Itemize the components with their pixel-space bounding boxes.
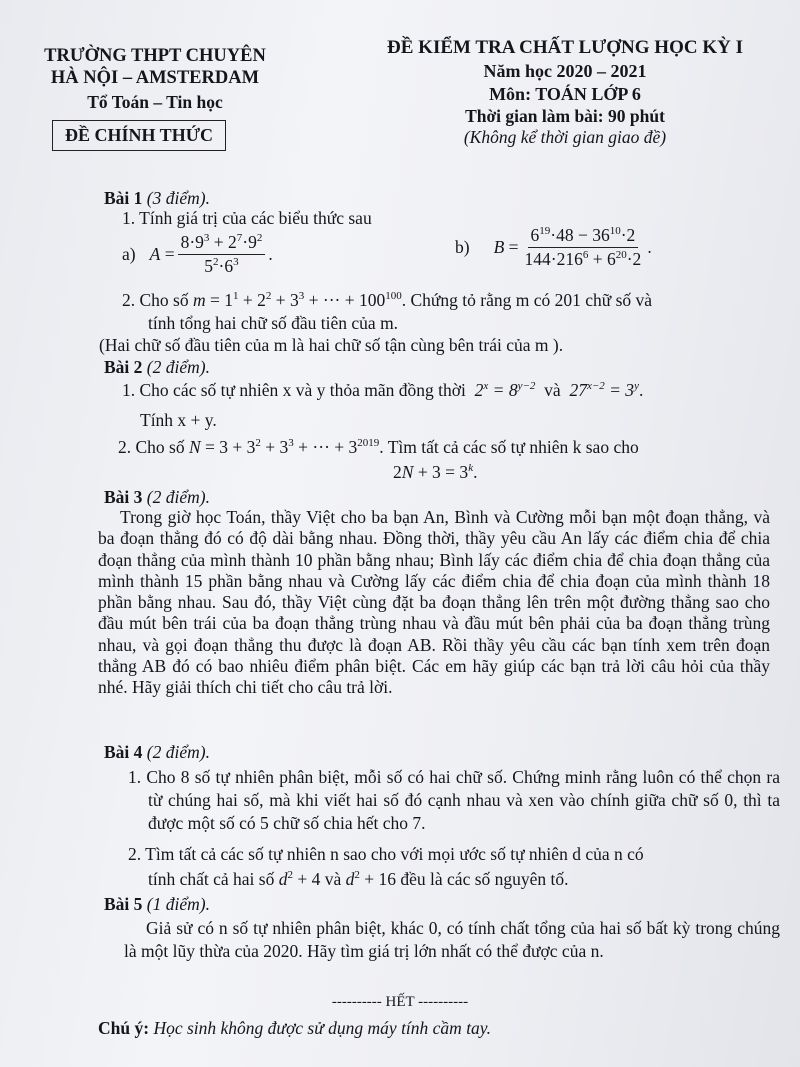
- school-name-line2: HÀ NỘI – AMSTERDAM: [50, 68, 260, 88]
- bai2-q2: 2. Cho số $N = 3 + 3^2 + 3^3$ + ··· + $3^{2019}$. Tìm tất cả các số tự nhiên k sao cho: [118, 437, 639, 457]
- footer-note: Chú ý: Học sinh không được sử dụng máy tính cầm tay.: [98, 1018, 491, 1038]
- bai2-q1-ask: Tính x + y.: [140, 410, 217, 430]
- bai2-heading: Bài 2 (2 điểm).: [104, 357, 210, 377]
- bai1-expr-a: a) A = $\frac{8\cdot 9^3 + 2^7\cdot 9^2}{5^2\cdot 6^3}$ .: [122, 232, 273, 276]
- bai2-q1: 1. Cho các số tự nhiên x và y thỏa mãn đồng thời $2^x = 8^{y-2}$ và $27^{x-2} = 3^y$.: [122, 380, 644, 400]
- bai4-heading: Bài 4 (2 điểm).: [104, 742, 210, 762]
- exam-title: ĐỀ KIỂM TRA CHẤT LƯỢNG HỌC KỲ I: [387, 37, 743, 58]
- bai2-q2-equation: $2N + 3 = 3^k$.: [393, 462, 478, 482]
- bai1-q2: 2. Cho số $m = 1^1 + 2^2 + 3^3$ + ··· + $100^{100}$. Chứng tỏ rằng m có 201 chữ số và: [122, 290, 653, 310]
- school-name-line1: TRƯỜNG THPT CHUYÊN: [44, 46, 266, 66]
- bai4-q2-line1: 2. Tìm tất cả các số tự nhiên n sao cho với mọi ước số tự nhiên d của n có: [128, 844, 644, 864]
- bai1-a-label: a): [122, 244, 136, 264]
- exam-duration: Thời gian làm bài: 90 phút: [465, 106, 665, 126]
- bai1-points: (3 điểm).: [146, 188, 210, 208]
- bai1-q2-line2: tính tổng hai chữ số đầu tiên của m.: [148, 313, 399, 333]
- official-badge: ĐỀ CHÍNH THỨC: [52, 120, 226, 151]
- bai4-q1: 1. Cho 8 số tự nhiên phân biệt, mỗi số có hai chữ số. Chứng minh rằng luôn có thể chọn ra từ chúng hai số, mà khi viết hai số đó cạnh nhau và xen vào chính giữa chữ số 0, thì ta được một số có 5 chữ số chia hết cho 7.: [128, 767, 780, 833]
- end-marker: ---------- HẾT ----------: [331, 994, 469, 1010]
- bai1-expr-b: b) B = $\frac{6^{19}\cdot 48 - 36^{10}\cdot 2}{144\cdot 216^6 + 6^{20}\cdot 2}$ .: [455, 225, 652, 269]
- department: Tổ Toán – Tin học: [87, 92, 223, 112]
- subject: Môn: TOÁN LỚP 6: [489, 84, 641, 104]
- school-year: Năm học 2020 – 2021: [483, 61, 647, 81]
- bai4-q2-line2: tính chất cả hai số $d^2 + 4$ và $d^2 + 16$ đều là các số nguyên tố.: [148, 869, 569, 889]
- bai1-q1: 1. Tính giá trị của các biểu thức sau: [122, 208, 372, 228]
- bai3-text: Trong giờ học Toán, thầy Việt cho ba bạn An, Bình và Cường mỗi bạn một đoạn thẳng, và ba đoạn thẳng đó có độ dài bằng nhau. Đồng thời, thầy yêu cầu An lấy các điểm chia để chia đoạn thẳng của mình thành 10 phần bằng nhau; Bình lấy các điểm chia để chia đoạn thẳng của mình thành 15 phần bằng nhau và Cường lấy các điểm chia để chia đoạn của mình thành 18 phần bằng nhau. Sau đó, thầy Việt cùng đặt ba đoạn thẳng lên trên một đường thẳng sao cho đầu mút bên trái của ba đoạn thẳng trùng nhau và đầu mút bên phải của ba đoạn thẳng trùng nhau, và gọi đoạn thẳng thu được là đoạn AB. Rồi thầy yêu cầu các bạn tính xem trên đoạn thẳng AB đó có bao nhiêu điểm phân biệt. Các em hãy giúp các bạn trả lời câu hỏi của thầy nhé. Hãy giải thích chi tiết cho câu trả lời.: [98, 507, 770, 698]
- bai5-text: Giả sử có n số tự nhiên phân biệt, khác 0, có tính chất tổng của hai số bất kỳ trong chúng là một lũy thừa của 2020. Hãy tìm giá trị lớn nhất có thể được của n.: [124, 918, 780, 961]
- bai1-b-label: b): [455, 237, 470, 257]
- fraction-a: $\frac{8\cdot 9^3 + 2^7\cdot 9^2}{5^2\cdot 6^3}$: [178, 232, 266, 277]
- bai1-title: Bài 1: [104, 188, 143, 208]
- fraction-b: $\frac{6^{19}\cdot 48 - 36^{10}\cdot 2}{144\cdot 216^6 + 6^{20}\cdot 2}$: [524, 225, 642, 269]
- bai1-note: (Hai chữ số đầu tiên của m là hai chữ số tận cùng bên trái của m ).: [99, 335, 564, 355]
- duration-note: (Không kể thời gian giao đề): [463, 127, 667, 147]
- bai1-heading: [104, 188, 210, 209]
- bai3-heading: Bài 3 (2 điểm).: [104, 487, 210, 507]
- bai5-heading: Bài 5 (1 điểm).: [104, 894, 210, 914]
